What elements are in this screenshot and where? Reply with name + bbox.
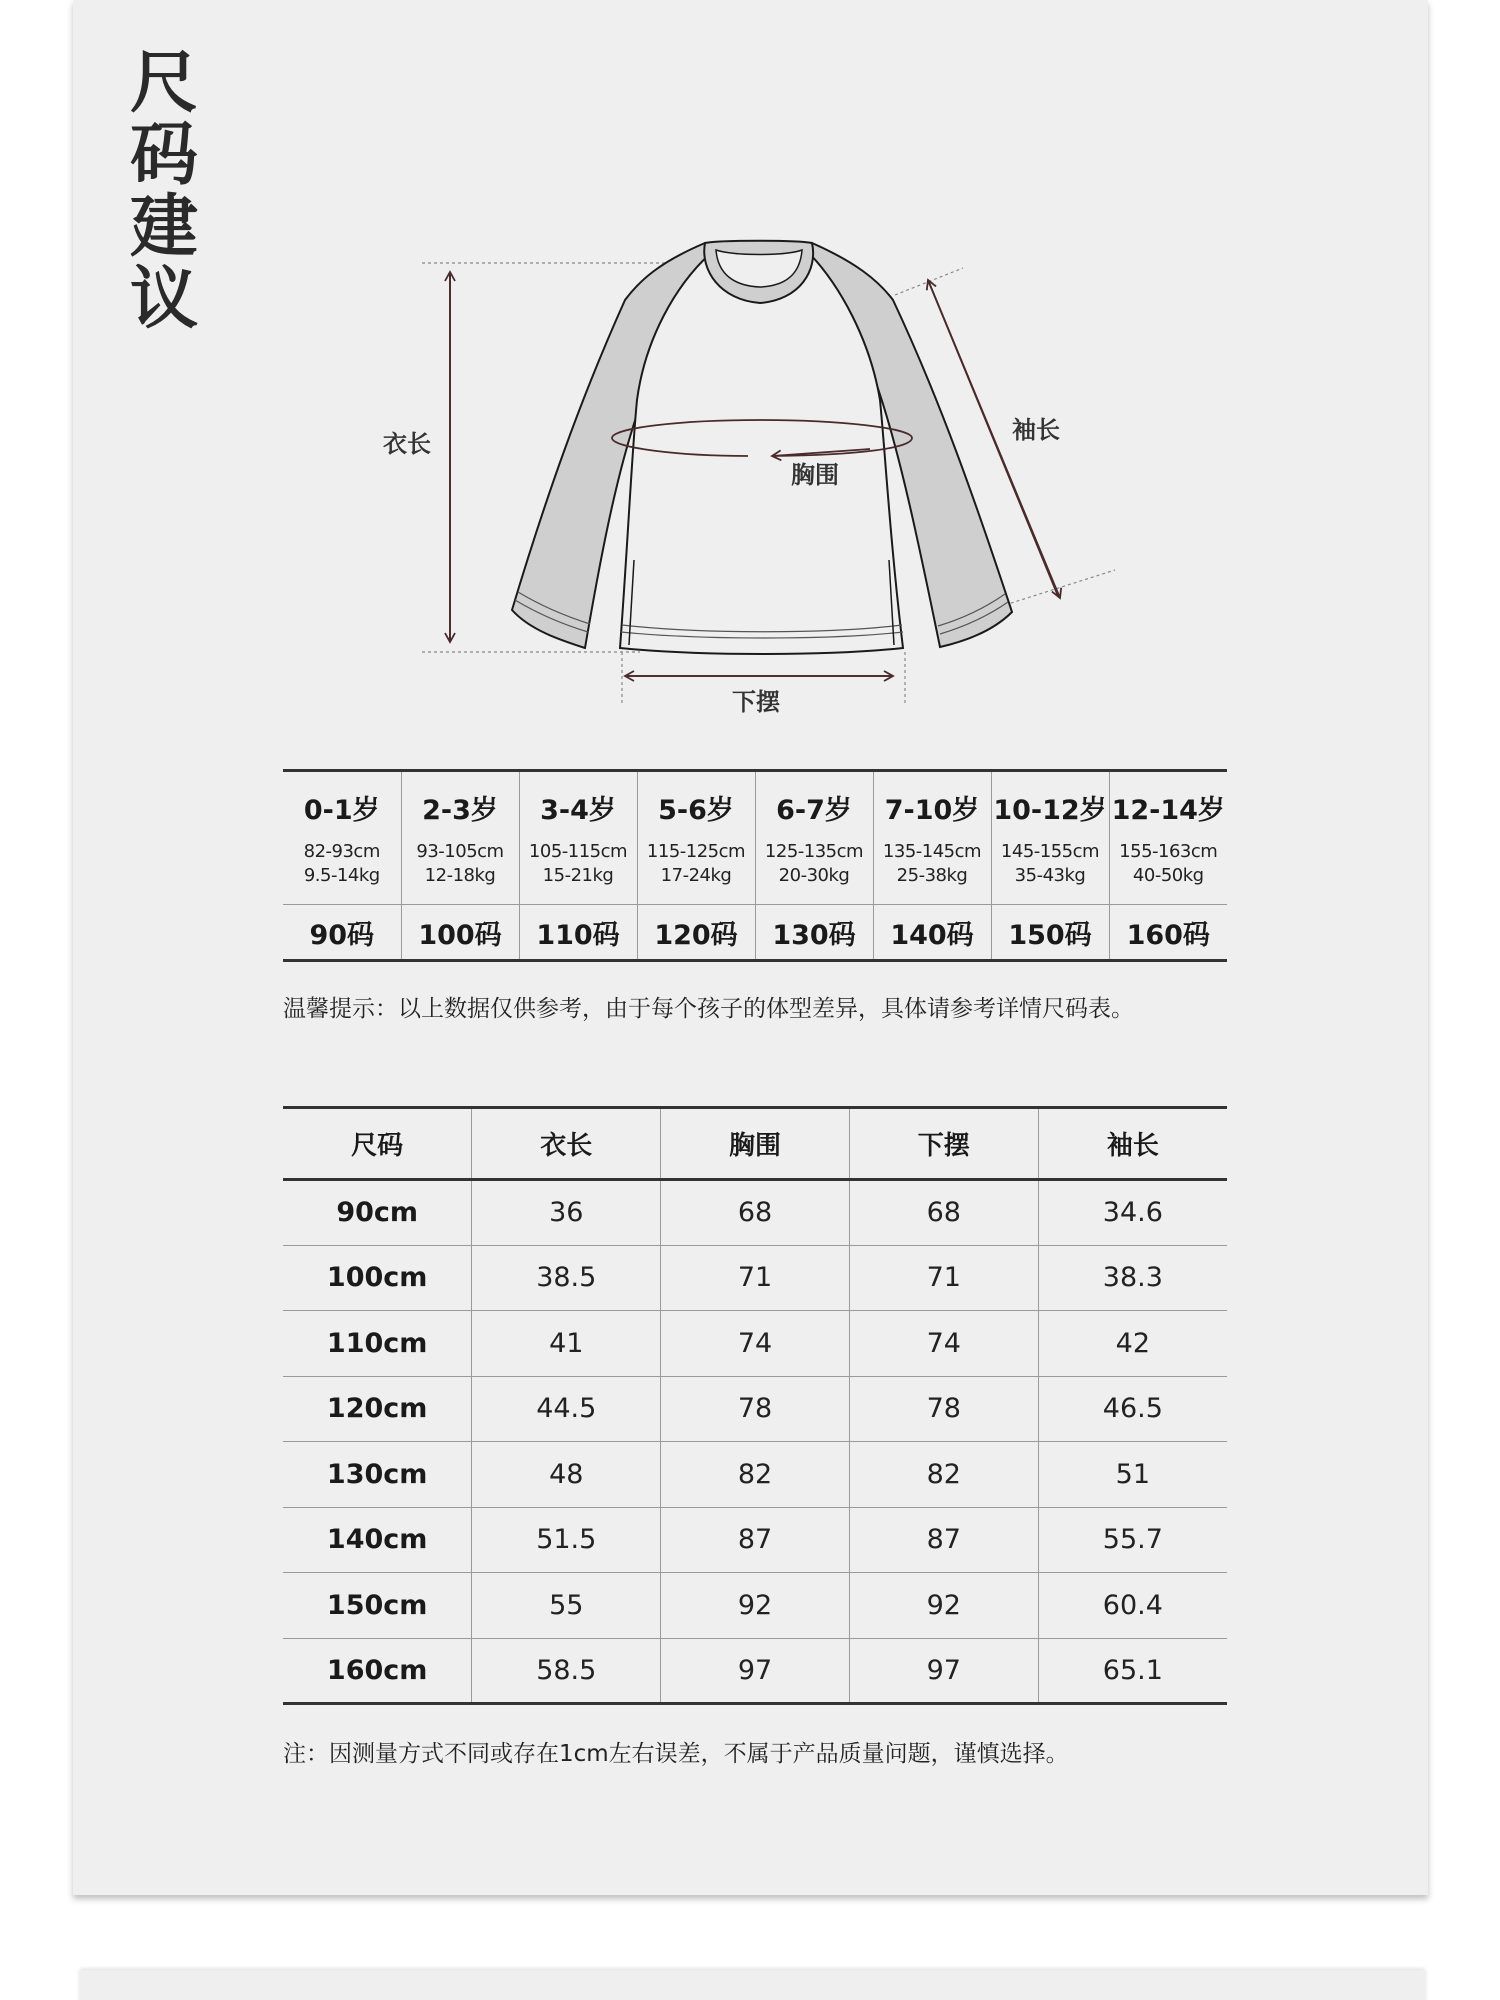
age-cell (991, 771, 1109, 905)
value-cell: 78 (849, 1376, 1038, 1442)
age-cell (873, 771, 991, 905)
table-row (283, 1376, 1227, 1442)
age-cell (755, 771, 873, 905)
table-row (283, 1311, 1227, 1377)
age-label: 5-6岁 (658, 795, 734, 826)
weight-range: 17-24kg (660, 865, 732, 886)
value-cell: 46.5 (1038, 1376, 1227, 1442)
table-row (283, 1245, 1227, 1311)
size-label: 120码 (654, 919, 738, 951)
value-cell: 92 (661, 1573, 850, 1639)
age-label: 0-1岁 (303, 795, 380, 826)
value-cell: 82 (661, 1442, 850, 1508)
height-range: 155-163cm (1119, 841, 1218, 862)
value-cell: 71 (849, 1245, 1038, 1311)
row-size-cell: 90cm (336, 1197, 419, 1229)
next-card (80, 1970, 1425, 2000)
tip-text: 温馨提示：以上数据仅供参考，由于每个孩子的体型差异，具体请参考详情尺码表。 (283, 996, 1134, 1022)
size-cell (283, 905, 401, 961)
value-cell: 51 (1038, 1442, 1227, 1508)
age-cell (401, 771, 519, 905)
value-cell: 55.7 (1038, 1507, 1227, 1573)
table-row (283, 1442, 1227, 1508)
row-size-cell: 140cm (283, 1507, 472, 1573)
value-cell: 44.5 (472, 1376, 661, 1442)
column-header: 下摆 (849, 1108, 1038, 1180)
value-cell: 34.6 (1038, 1180, 1227, 1246)
value-cell: 92 (849, 1573, 1038, 1639)
value-cell: 82 (849, 1442, 1038, 1508)
size-cell (519, 905, 637, 961)
size-label: 160码 (1126, 919, 1210, 951)
weight-range: 12-18kg (424, 865, 496, 886)
age-size-table (283, 769, 1227, 962)
value-cell: 97 (661, 1638, 850, 1704)
value-cell: 48 (472, 1442, 661, 1508)
height-range: 93-105cm (416, 841, 504, 862)
value-cell: 68 (849, 1180, 1038, 1246)
age-cell (519, 771, 637, 905)
age-cell (283, 771, 401, 905)
weight-range: 9.5-14kg (303, 865, 380, 886)
row-size-cell: 120cm (283, 1376, 472, 1442)
size-cell (637, 905, 755, 961)
size-cell (755, 905, 873, 961)
size-label: 150码 (1008, 919, 1092, 951)
value-cell: 68 (661, 1180, 850, 1246)
value-cell: 58.5 (472, 1638, 661, 1704)
age-cell (1109, 771, 1227, 905)
value-cell: 97 (849, 1638, 1038, 1704)
column-header: 胸围 (661, 1108, 850, 1180)
value-cell: 38.5 (472, 1245, 661, 1311)
age-label: 3-4岁 (540, 795, 616, 826)
size-label: 90码 (309, 919, 375, 951)
size-label: 130码 (772, 919, 856, 951)
height-range: 135-145cm (882, 841, 982, 862)
size-cell (873, 905, 991, 961)
row-size-cell: 150cm (283, 1573, 472, 1639)
weight-range: 15-21kg (542, 865, 614, 886)
table-row (283, 1180, 1227, 1246)
label-hem: 下摆 (732, 688, 780, 716)
value-cell: 55 (472, 1573, 661, 1639)
value-cell: 41 (472, 1311, 661, 1377)
height-range: 145-155cm (1000, 841, 1100, 862)
age-label: 7-10岁 (884, 795, 980, 826)
column-header: 尺码 (283, 1108, 472, 1180)
value-cell: 87 (661, 1507, 850, 1573)
value-cell: 60.4 (1038, 1573, 1227, 1639)
column-header: 袖长 (1038, 1108, 1227, 1180)
row-size-cell: 160cm (283, 1638, 472, 1704)
value-cell: 38.3 (1038, 1245, 1227, 1311)
row-size-cell: 130cm (283, 1442, 472, 1508)
value-cell: 78 (661, 1376, 850, 1442)
value-cell: 71 (661, 1245, 850, 1311)
weight-range: 25-38kg (896, 865, 968, 886)
weight-range: 35-43kg (1014, 865, 1086, 886)
weight-range: 20-30kg (778, 865, 850, 886)
weight-range: 40-50kg (1132, 865, 1204, 886)
age-label: 2-3岁 (422, 795, 498, 826)
height-range: 105-115cm (528, 841, 628, 862)
age-label: 10-12岁 (993, 795, 1107, 826)
table-row (283, 1638, 1227, 1704)
measurement-table (283, 1106, 1227, 1705)
age-cell (637, 771, 755, 905)
size-label: 140码 (890, 919, 974, 951)
label-length: 衣长 (383, 430, 431, 458)
height-range: 125-135cm (764, 841, 864, 862)
column-header: 衣长 (472, 1108, 661, 1180)
row-size-cell: 110cm (283, 1311, 472, 1377)
table-row (283, 1507, 1227, 1573)
height-range: 115-125cm (646, 841, 746, 862)
size-cell (401, 905, 519, 961)
label-sleeve: 袖长 (1012, 416, 1060, 444)
garment-diagram (0, 0, 1500, 740)
table-row (283, 1573, 1227, 1639)
row-size-cell: 100cm (283, 1245, 472, 1311)
value-cell: 74 (661, 1311, 850, 1377)
value-cell: 42 (1038, 1311, 1227, 1377)
size-label: 100码 (418, 919, 502, 951)
age-label: 6-7岁 (776, 795, 852, 826)
size-label: 110码 (536, 919, 620, 951)
size-cell (1109, 905, 1227, 961)
note-text: 注：因测量方式不同或存在1cm左右误差，不属于产品质量问题，谨慎选择。 (283, 1741, 1069, 1767)
page-title: 尺码建议 (130, 44, 199, 339)
height-range: 82-93cm (303, 841, 380, 862)
value-cell: 65.1 (1038, 1638, 1227, 1704)
value-cell: 36 (472, 1180, 661, 1246)
value-cell: 51.5 (472, 1507, 661, 1573)
value-cell: 87 (849, 1507, 1038, 1573)
size-cell (991, 905, 1109, 961)
age-label: 12-14岁 (1111, 795, 1225, 826)
label-chest: 胸围 (791, 461, 839, 489)
value-cell: 74 (849, 1311, 1038, 1377)
